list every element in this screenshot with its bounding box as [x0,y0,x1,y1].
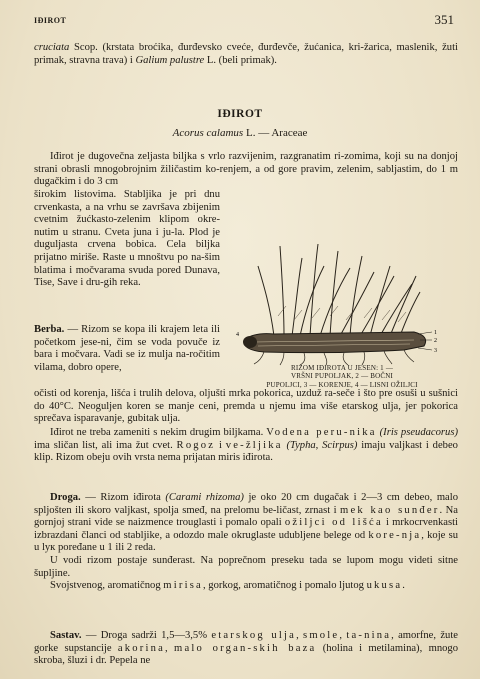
harvest-continued: očisti od korenja, lišća i trulih delova, oljušti mrka pokorica, uzduž ra-seče i što pre osuši u sušnici do 40°C. Neoguljen koren se manje ceni, premda u njemu ima više etarskog ulja, jer pokorica sprečava isparavanje, gubitak ulja. [34,388,458,425]
description-left-column: širokim listovima. Stabljika je pri dnu crvenkasta, a na vrhu se završava zbijenim cvetnim žućkasto-zelenim klipom okre-nutim u stranu. Cveta juna i ju-la. Plod je duguljasta crvena bobica. Cela biljka prijatno miriše. Raste u mnoštvu po na-šim blatima i močvarama svuda pored Dunava, Tise, Save i dru-gih reka. [34,189,220,289]
intro-species-1: cruciata [34,42,70,53]
leaf-hatching [278,306,406,322]
figure-label-2: 2 [434,338,437,344]
section-title: IĐIROT [217,108,263,120]
composition-paragraph: Sastav. — Droga sadrži 1,5—3,5% etarskog ulja, smole, ta-nina, amorfne, žute gorke supstancije akorina, malo organ-skih baza (holina i metilamina), mnogo skroba, šluzi i dr. Pepela ne [34,630,459,667]
figure-caption: RIZOM IĐIROTA U JESEN: 1 — VRŠNI PUPOLJAK, 2 — BOČNI PUPOLJCI, 3 — KORENJE, 4 — LISNI OŽILJCI [266,364,418,389]
author-family: L. — Araceae [243,127,308,139]
page-number: 351 [434,12,454,27]
harvest-left-column: Berba. — Rizom se kopa ili krajem leta ili početkom jese-ni, čim se voda povuče iz bara i močvara. Vadi se iz mulja na-ročitim vilama, dobro opere, [34,324,220,373]
drug-paragraph: Droga. — Rizom iđirota (Carami rhizoma) je oko 20 cm dugačak i 2—3 cm debeo, malo spljošten ili skoro valjkast, spolja smeđ, na prelomu be-ličast, zrnast i mek kao sunđer. Na gornjoj strani vide se naizmence trouglasti i pomalo opali ožiljci od lišća i mrkocrvenkasti izbrazdani članci od stabljike, a odozdo male okruglaste udubljene belege od kore-nja, koje su u lук poređane u 1 ili 2 reda. U vodi rizom postaje sunđerast. Na poprečnom preseku tada se lupom mogu videti sitne šupljine. Svojstvenog, aromatičnog mirisa, gorkog, aromatičnog i pomalo ljutog ukusa. [34,492,459,592]
figure-label-4: 4 [236,332,239,338]
running-head: IĐIROT [34,16,67,25]
figure-label-3: 3 [434,348,437,354]
leaf-blades [258,244,420,336]
drug-label: Droga. [50,492,81,503]
latin-name: Acorus calamus [172,127,244,139]
rhizome-body [243,332,426,353]
description-paragraph: Iđirot je dugovečna zeljasta biljka s vrlo razvijenim, razgranatim ri-zomima, koji su na donjoj strani obrasli mnogobrojnim žiličastim ko-renjem, a od gore pravim, zelenim, sabljastim, do 1 m dugačkim i do 3 cm [34,151,458,188]
intro-paragraph: cruciata Scop. (krstata broćika, đurđevsko cveće, đurđevče, žućanica, kri-žarica, maslenik, žuti primak, stravna trava) i Galium palustre L. (beli primak). [34,42,458,66]
substitution-paragraph: Iđirot ne treba zameniti s nekim drugim biljkama. Vodena peru-nika (Iris pseudacorus) ima sličan list, ali ima žut cvet. Rogoz i ve-žljika (Typha, Scirpus) imaju valjkast i debeo klip. Rizom obeju ovih vrsta nema prijatan miris iđirota. [34,427,458,464]
intro-species-2: Galium palustre [135,54,205,66]
harvest-label: Berba. [34,324,65,335]
composition-label: Sastav. [50,630,82,641]
figure-label-1: 1 [434,330,437,336]
section-subtitle [0,127,480,139]
rhizome-illustration [234,236,440,366]
